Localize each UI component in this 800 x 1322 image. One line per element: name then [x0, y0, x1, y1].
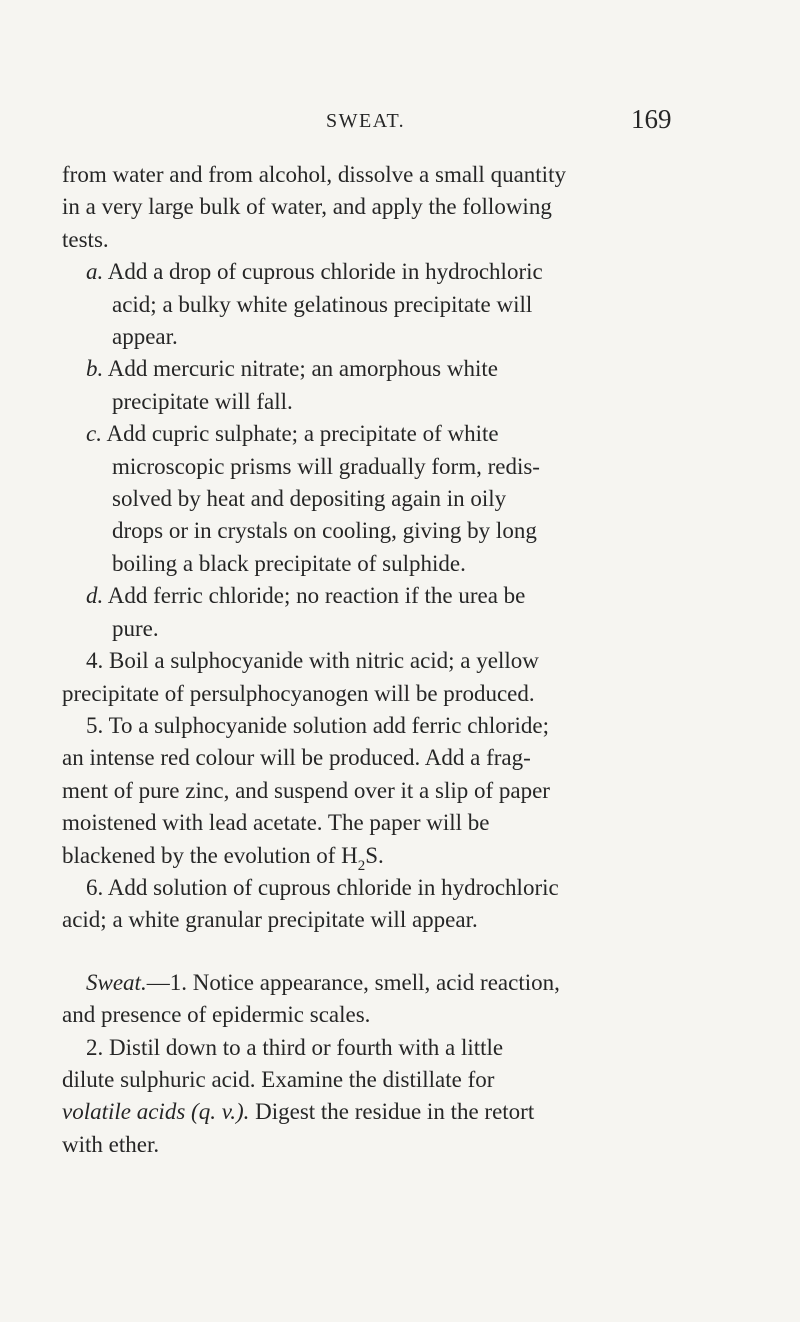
text-line: 4. Boil a sulphocyanide with nitric acid; a yellow [86, 648, 539, 674]
text-line: microscopic prisms will gradually form, redis- [112, 453, 540, 479]
item-letter: c. [86, 421, 102, 447]
text-segment: —1. Notice appearance, smell, acid reaction, [146, 969, 560, 995]
mixed-line [62, 1096, 682, 1128]
section-label: Sweat. [86, 969, 147, 995]
test-b [62, 353, 682, 385]
test-a [62, 256, 682, 288]
text-line: precipitate will fall. [112, 388, 293, 414]
cross-reference: (q. v.). [191, 1099, 250, 1125]
text-line: 2. Distil down to a third or fourth with a little [86, 1034, 504, 1060]
text-line: 5. To a sulphocyanide solution add ferric chloride; [86, 712, 549, 738]
text-line: from water and from alcohol, dissolve a small quantity [62, 162, 566, 187]
item-letter: d. [86, 583, 104, 609]
text-segment: Add a drop of cuprous chloride in hydrochloric [107, 259, 543, 285]
text-line: dilute sulphuric acid. Examine the distillate for [62, 1066, 495, 1092]
text-line: solved by heat and depositing again in oily [112, 486, 507, 512]
text-line: acid; a white granular precipitate will appear. [62, 907, 478, 933]
running-head: SWEAT. [326, 110, 406, 132]
text-segment: blackened by the evolution of H [62, 842, 358, 868]
text-line: acid; a bulky white gelatinous precipitate will [112, 291, 533, 317]
text-line: an intense red colour will be produced. Add a frag- [62, 745, 531, 771]
text-line: moistened with lead acetate. The paper will be [62, 810, 490, 836]
text-segment: Digest the residue in the retort [249, 1099, 535, 1125]
subscript: 2 [357, 857, 366, 874]
text-segment: Add cupric sulphate; a precipitate of white [106, 421, 499, 447]
formula-line [62, 840, 682, 872]
text-line: 6. Add solution of cuprous chloride in hydrochloric [86, 874, 559, 900]
text-line: in a very large bulk of water, and apply the following [62, 194, 552, 220]
italic-term: volatile acids [62, 1099, 186, 1125]
text-line: tests. [62, 226, 109, 252]
page-header [0, 104, 800, 144]
text-line: ment of pure zinc, and suspend over it a slip of paper [62, 777, 550, 803]
item-letter: a. [86, 259, 104, 285]
text-segment: S. [365, 842, 384, 868]
test-c [62, 418, 682, 450]
text-line: drops or in crystals on cooling, giving by long [112, 518, 537, 544]
text-line: with ether. [62, 1131, 160, 1157]
text-line: appear. [112, 324, 178, 350]
page-number: 169 [631, 104, 672, 134]
test-d [62, 580, 682, 612]
text-line: pure. [112, 615, 159, 641]
text-segment: Add mercuric nitrate; an amorphous white [107, 356, 498, 382]
text-line: precipitate of persulphocyanogen will be produced. [62, 680, 535, 706]
text-line: and presence of epidermic scales. [62, 1002, 371, 1028]
text-segment: Add ferric chloride; no reaction if the urea be [107, 583, 526, 609]
sweat-heading-line [62, 967, 682, 999]
body-text [62, 159, 682, 1161]
item-letter: b. [86, 356, 104, 382]
text-line: boiling a black precipitate of sulphide. [112, 550, 466, 576]
